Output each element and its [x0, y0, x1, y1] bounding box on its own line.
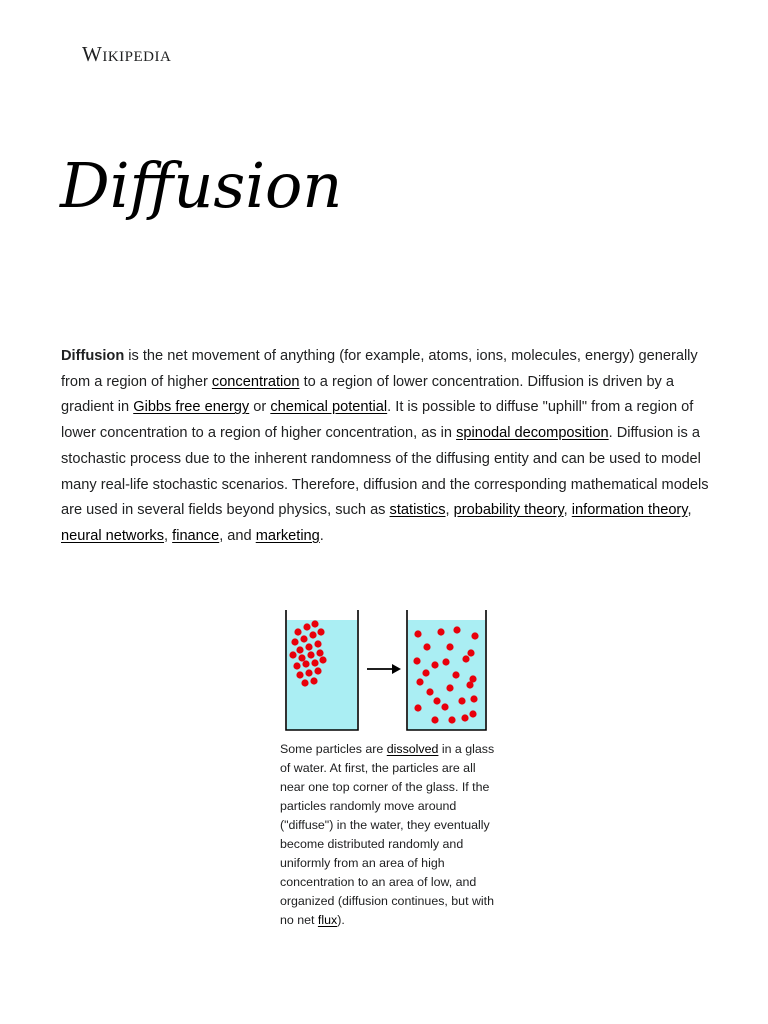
particle-dot	[467, 649, 474, 656]
particle-dot	[293, 662, 300, 669]
particle-dot	[310, 677, 317, 684]
particle-dot	[413, 657, 420, 664]
glass-diffused-icon	[407, 610, 486, 730]
lead-text: ,	[164, 527, 173, 544]
diffusion-illustration	[270, 600, 500, 735]
lead-paragraph	[61, 344, 711, 550]
lead-text: to a region of lower concentration. Diffusion is driven by a gradient in	[61, 373, 675, 416]
particle-dot	[311, 659, 318, 666]
link-flux[interactable]: flux	[317, 913, 338, 927]
link-concentration[interactable]: concentration	[211, 373, 300, 390]
particle-dot	[307, 651, 314, 658]
particle-dot	[431, 716, 438, 723]
particle-dot	[452, 671, 459, 678]
particle-dot	[414, 704, 421, 711]
particle-dot	[448, 716, 455, 723]
lead-bold-term: Diffusion	[61, 348, 125, 364]
particle-dot	[414, 630, 421, 637]
link-finance[interactable]: finance	[172, 527, 220, 544]
diffusion-figure[interactable]	[270, 600, 500, 735]
particle-dot	[294, 628, 301, 635]
figure-caption	[280, 740, 495, 930]
particle-dot	[316, 649, 323, 656]
particle-dot	[462, 655, 469, 662]
glass-concentrated-icon	[286, 610, 358, 730]
arrow-head	[392, 664, 401, 674]
particle-dot	[422, 669, 429, 676]
particle-dot	[314, 640, 321, 647]
lead-text: ,	[445, 502, 454, 519]
wikipedia-wordmark[interactable]: Wikipedia	[82, 42, 172, 66]
particle-dot	[471, 632, 478, 639]
particle-dot	[442, 658, 449, 665]
particle-dot	[305, 643, 312, 650]
particle-dot	[317, 628, 324, 635]
lead-text: or	[249, 399, 271, 416]
link-marketing[interactable]: marketing	[255, 527, 320, 544]
particle-dot	[423, 643, 430, 650]
particle-dot	[431, 661, 438, 668]
particle-dot	[300, 635, 307, 642]
lead-text: , and	[219, 527, 256, 544]
link-gibbs-free-energy[interactable]: Gibbs free energy	[133, 399, 250, 416]
particle-dot	[453, 626, 460, 633]
caption-text: ).	[337, 913, 345, 927]
particle-dot	[461, 714, 468, 721]
lead-text: is the net movement of anything (for example, atoms, ions, molecules, energy) generally from a region of higher	[61, 348, 698, 390]
caption-text: in a glass of water. At first, the particles are all near one top corner of the glass. If the particles randomly move around ("diffuse") in the water, they eventually become distributed randomly and uniformly from an area of high concentration to an area of low, and organized (diffusion continues, but with no net	[280, 742, 495, 927]
particle-dot	[296, 646, 303, 653]
link-probability-theory[interactable]: probability theory	[453, 502, 564, 519]
particle-dot	[437, 628, 444, 635]
particle-dot	[470, 695, 477, 702]
link-statistics[interactable]: statistics	[389, 502, 446, 519]
lead-text: . It is possible to diffuse "uphill" from a region of lower concentration to a region of higher concentration, as in	[61, 399, 694, 442]
particle-dot	[305, 669, 312, 676]
particle-dot	[314, 667, 321, 674]
particle-dot	[301, 679, 308, 686]
lead-text: ,	[687, 502, 692, 519]
particle-dot	[311, 620, 318, 627]
particle-dot	[446, 684, 453, 691]
link-chemical-potential[interactable]: chemical potential	[270, 399, 388, 416]
particle-dot	[296, 671, 303, 678]
particle-dot	[426, 688, 433, 695]
link-information-theory[interactable]: information theory	[571, 502, 688, 519]
particle-dot	[433, 697, 440, 704]
particle-dot	[319, 656, 326, 663]
particle-dot	[298, 654, 305, 661]
particle-dot	[303, 623, 310, 630]
particle-dot	[466, 681, 473, 688]
link-neural-networks[interactable]: neural networks	[61, 527, 165, 544]
particle-dot	[309, 631, 316, 638]
lead-text: . Diffusion is a stochastic process due to the inherent randomness of the diffusing entity and can be used to model many real-life stochastic scenarios. Therefore, diffusion and the corresponding mathematical models are used in several fields beyond physics, such as	[61, 425, 709, 519]
particle-dot	[469, 710, 476, 717]
particle-dot	[289, 651, 296, 658]
caption-text: Some particles are	[280, 742, 387, 756]
particle-dot	[302, 660, 309, 667]
link-dissolved[interactable]: dissolved	[386, 742, 439, 756]
arrow-right-icon	[367, 664, 401, 674]
particle-dot	[291, 638, 298, 645]
link-spinodal-decomposition[interactable]: spinodal decomposition	[456, 425, 609, 442]
particle-dot	[441, 703, 448, 710]
lead-text: .	[319, 527, 324, 544]
lead-text: ,	[563, 502, 572, 519]
page-title: Diffusion	[60, 149, 343, 222]
particle-dot	[446, 643, 453, 650]
particle-dot	[458, 697, 465, 704]
particle-dot	[416, 678, 423, 685]
